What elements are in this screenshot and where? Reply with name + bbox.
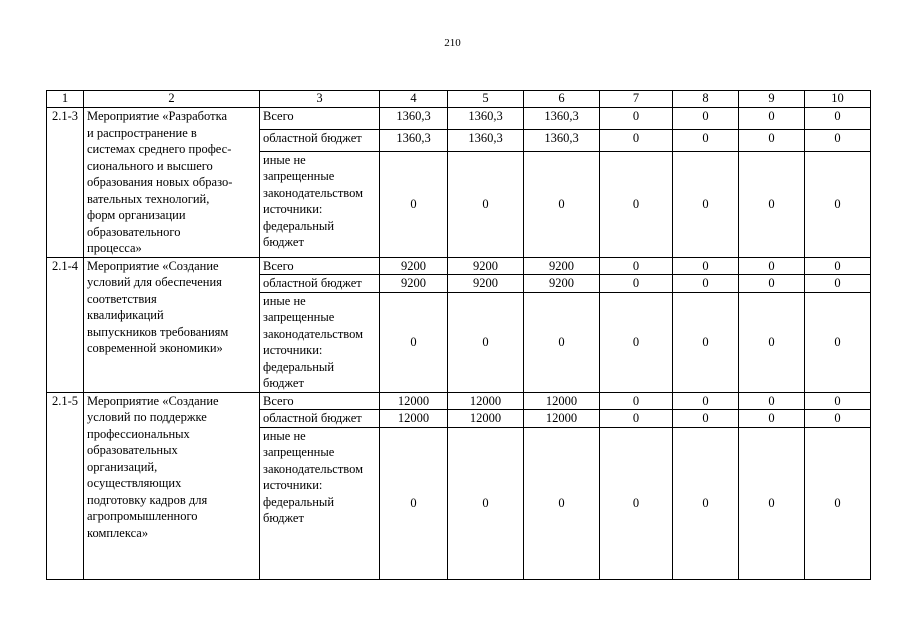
row-title-line: условий для обеспечения <box>87 275 222 289</box>
value-cell: 0 <box>739 427 805 579</box>
value-cell: 1360,3 <box>380 108 448 130</box>
funding-source <box>260 129 380 151</box>
page-number: 210 <box>444 37 461 49</box>
value-cell: 0 <box>805 392 871 410</box>
column-number: 9 <box>739 91 805 108</box>
funding-source <box>260 257 380 275</box>
funding-source-line: иные не <box>263 152 306 167</box>
value-cell: 0 <box>448 292 524 392</box>
row-title-line: современной экономики» <box>87 341 223 355</box>
funding-source-line: федеральный <box>263 359 335 374</box>
row-title-line: Мероприятие «Создание <box>87 258 219 273</box>
value-cell: 1360,3 <box>380 129 448 151</box>
funding-source-line: областной бюджет <box>263 130 362 145</box>
value-cell: 0 <box>805 129 871 151</box>
column-number: 4 <box>380 91 448 108</box>
value-cell: 1360,3 <box>448 108 524 130</box>
row-title-line: соответствия <box>87 291 157 306</box>
value-cell: 1360,3 <box>524 108 600 130</box>
row-title-line: образовательного <box>87 224 181 239</box>
value-cell: 0 <box>600 257 673 275</box>
value-cell: 0 <box>739 129 805 151</box>
row-title-line: Мероприятие «Создание <box>87 393 219 408</box>
row-title-line: агропромышленного <box>87 509 198 523</box>
value-cell: 0 <box>380 151 448 257</box>
funding-source <box>260 151 380 257</box>
value-cell: 0 <box>673 275 739 293</box>
value-cell: 0 <box>524 151 600 257</box>
value-cell: 0 <box>673 151 739 257</box>
value-cell: 9200 <box>524 257 600 275</box>
funding-source-line: иные не <box>263 293 306 308</box>
row-title-line: комплекса» <box>87 525 149 540</box>
funding-source-line: источники: <box>263 202 323 216</box>
funding-source-line: запрещенные <box>263 310 335 324</box>
row-title <box>84 108 260 258</box>
value-cell: 0 <box>600 392 673 410</box>
funding-source-line: законодательством <box>263 185 364 200</box>
row-title-line: вательных технологий, <box>87 191 210 206</box>
row-code: 2.1-4 <box>47 257 84 392</box>
value-cell: 9200 <box>380 257 448 275</box>
row-title-line: процесса» <box>87 241 142 255</box>
value-cell: 12000 <box>524 392 600 410</box>
funding-source-line: запрещенные <box>263 445 335 459</box>
row-title-line: профессиональных <box>87 426 190 441</box>
funding-source-line: бюджет <box>263 235 304 249</box>
value-cell: 1360,3 <box>524 129 600 151</box>
row-title-line: выпускников требованиям <box>87 324 229 339</box>
row-title-line: Мероприятие «Разработка <box>87 109 228 123</box>
column-number: 6 <box>524 91 600 108</box>
table-row <box>47 392 871 410</box>
value-cell: 0 <box>600 410 673 428</box>
funding-source-line: бюджет <box>263 511 304 525</box>
value-cell: 0 <box>600 151 673 257</box>
row-code: 2.1-5 <box>47 392 84 579</box>
funding-source-line: источники: <box>263 478 323 492</box>
row-title-line: системах среднего профес- <box>87 142 232 156</box>
value-cell: 0 <box>805 275 871 293</box>
value-cell: 1360,3 <box>448 129 524 151</box>
value-cell: 0 <box>600 275 673 293</box>
value-cell: 9200 <box>448 257 524 275</box>
value-cell: 0 <box>600 129 673 151</box>
header-row <box>47 91 871 108</box>
funding-source-line: Всего <box>263 109 294 123</box>
row-title-line: образовательных <box>87 443 178 457</box>
value-cell: 12000 <box>524 410 600 428</box>
funding-source-line: федеральный <box>263 494 335 509</box>
value-cell: 9200 <box>448 275 524 293</box>
row-title <box>84 257 260 392</box>
funding-source <box>260 392 380 410</box>
funding-source-line: запрещенные <box>263 169 335 183</box>
value-cell: 12000 <box>380 410 448 428</box>
value-cell: 0 <box>739 410 805 428</box>
value-cell: 0 <box>739 108 805 130</box>
value-cell: 12000 <box>448 392 524 410</box>
value-cell: 0 <box>739 292 805 392</box>
funding-source <box>260 427 380 579</box>
funding-source <box>260 292 380 392</box>
value-cell: 0 <box>805 410 871 428</box>
funding-source-line: областной бюджет <box>263 411 362 425</box>
value-cell: 0 <box>739 392 805 410</box>
value-cell: 0 <box>673 108 739 130</box>
value-cell: 9200 <box>380 275 448 293</box>
funding-source-line: Всего <box>263 393 294 408</box>
row-title-line: осуществляющих <box>87 476 182 490</box>
value-cell: 0 <box>673 129 739 151</box>
row-title-line: подготовку кадров для <box>87 492 208 507</box>
funding-source <box>260 410 380 428</box>
funding-source-line: источники: <box>263 343 323 357</box>
value-cell: 0 <box>600 292 673 392</box>
value-cell: 0 <box>673 392 739 410</box>
row-title-line: условий по поддержке <box>87 410 207 424</box>
column-number: 5 <box>448 91 524 108</box>
funding-source-line: Всего <box>263 258 294 273</box>
column-number: 2 <box>84 91 260 108</box>
value-cell: 0 <box>448 427 524 579</box>
row-title-line: образования новых образо- <box>87 175 233 189</box>
value-cell: 0 <box>673 292 739 392</box>
funding-source-line: бюджет <box>263 376 304 390</box>
table-row <box>47 257 871 275</box>
value-cell: 0 <box>805 427 871 579</box>
value-cell: 0 <box>739 151 805 257</box>
value-cell: 0 <box>673 410 739 428</box>
value-cell: 0 <box>524 427 600 579</box>
value-cell: 0 <box>805 257 871 275</box>
funding-source <box>260 275 380 293</box>
value-cell: 0 <box>805 151 871 257</box>
value-cell: 0 <box>739 275 805 293</box>
value-cell: 0 <box>739 257 805 275</box>
column-number: 1 <box>47 91 84 108</box>
funding-source <box>260 108 380 130</box>
row-title-line: форм организации <box>87 208 186 222</box>
value-cell: 0 <box>600 108 673 130</box>
value-cell: 12000 <box>380 392 448 410</box>
value-cell: 0 <box>524 292 600 392</box>
row-title-line: квалификаций <box>87 308 164 322</box>
funding-source-line: федеральный <box>263 218 335 233</box>
row-title-line: и распространение в <box>87 125 197 140</box>
column-number: 8 <box>673 91 739 108</box>
value-cell: 0 <box>673 257 739 275</box>
value-cell: 0 <box>673 427 739 579</box>
value-cell: 0 <box>380 292 448 392</box>
row-title-line: сионального и высшего <box>87 158 213 173</box>
column-number: 3 <box>260 91 380 108</box>
row-title <box>84 392 260 579</box>
column-number: 10 <box>805 91 871 108</box>
funding-source-line: иные не <box>263 428 306 443</box>
funding-source-line: законодательством <box>263 461 364 476</box>
value-cell: 12000 <box>448 410 524 428</box>
funding-source-line: законодательством <box>263 326 364 341</box>
value-cell: 0 <box>380 427 448 579</box>
value-cell: 9200 <box>524 275 600 293</box>
row-title-line: организаций, <box>87 459 158 474</box>
row-code: 2.1-3 <box>47 108 84 258</box>
value-cell: 0 <box>805 108 871 130</box>
value-cell: 0 <box>805 292 871 392</box>
funding-source-line: областной бюджет <box>263 276 362 290</box>
table-row <box>47 108 871 130</box>
column-number: 7 <box>600 91 673 108</box>
value-cell: 0 <box>448 151 524 257</box>
value-cell: 0 <box>600 427 673 579</box>
budget-table <box>46 90 871 580</box>
